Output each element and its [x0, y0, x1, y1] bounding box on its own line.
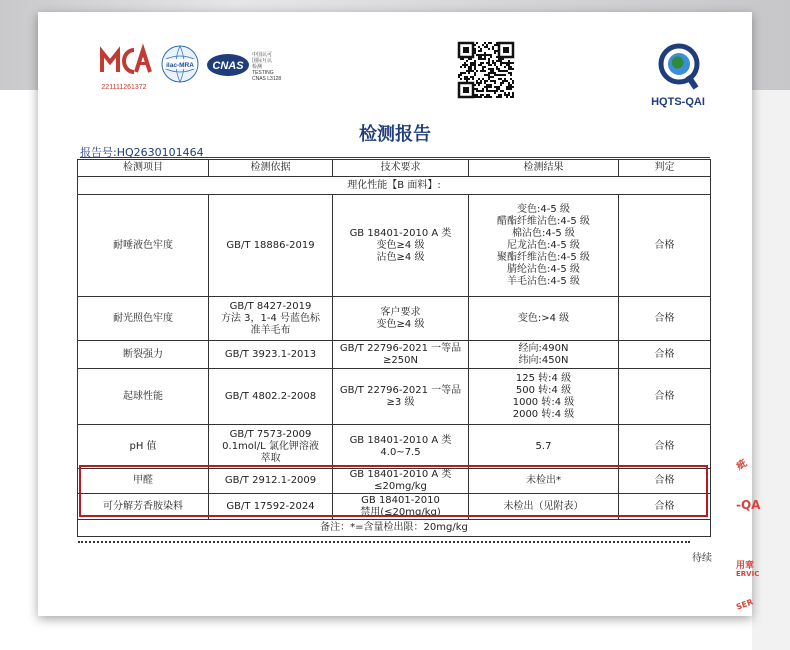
report-number: 报告号:HQ2630101464	[80, 146, 204, 159]
basis-cell-line: GB/T 17592-2024	[226, 500, 315, 512]
table-row	[78, 369, 711, 425]
basis-cell	[209, 369, 333, 425]
requirement-cell-line: 客户要求	[380, 306, 421, 318]
cnas-text	[252, 52, 281, 82]
divider	[80, 157, 710, 158]
header-cell: 技术要求	[333, 160, 469, 177]
cma-number: 221111261372	[101, 84, 147, 91]
result-cell-line: 5.7	[535, 440, 552, 452]
basis-cell-line: 萃取	[260, 452, 281, 464]
basis-cell	[209, 195, 333, 297]
requirement-cell-line: GB 18401-2010 A 类	[349, 469, 452, 480]
table-row	[78, 341, 711, 369]
cnas-line: 国际互认	[252, 58, 273, 64]
basis-cell-line: 0.1mol/L 氯化钾溶液	[222, 440, 319, 452]
item-cell: pH 值	[78, 425, 209, 469]
result-cell	[469, 425, 619, 469]
basis-cell-line: GB/T 2912.1-2009	[224, 475, 317, 486]
result-cell-line: 125 转:4 级	[515, 372, 572, 384]
basis-cell-line: GB/T 18886-2019	[226, 239, 315, 251]
result-cell	[469, 341, 619, 369]
item-cell: 断裂强力	[78, 341, 209, 369]
stamp-fragment: ERVIC	[736, 570, 760, 578]
header-cell: 检测依据	[209, 160, 333, 177]
ilac-label: ilac-MRA	[166, 62, 194, 69]
requirement-cell-line: GB 18401-2010 A 类	[349, 434, 452, 446]
hqts-label: HQTS-QAI	[651, 96, 705, 108]
basis-cell-line: 准羊毛布	[250, 324, 291, 336]
requirement-cell	[333, 369, 469, 425]
result-cell-line: 聚酯纤维沾色:4-5 级	[497, 251, 590, 263]
requirement-cell-line: 沾色≥4 级	[376, 251, 425, 263]
result-cell-line: 变色:4-5 级	[517, 203, 570, 215]
stamp-fragment: SER	[734, 597, 755, 612]
cnas-line: TESTING	[252, 70, 274, 76]
requirement-cell	[333, 341, 469, 369]
verdict-cell: 合格	[619, 341, 711, 369]
requirement-cell-line: GB 18401-2010	[361, 494, 440, 506]
basis-cell	[209, 341, 333, 369]
verdict-cell: 合格	[619, 469, 711, 494]
item-cell: 起球性能	[78, 369, 209, 425]
requirement-cell-line: ≥3 级	[386, 396, 415, 408]
cnas-label: CNAS	[212, 60, 244, 72]
table-header-row	[78, 160, 711, 177]
footnote: 备注：*=含量检出限：20mg/kg	[78, 520, 711, 537]
continue-label: 待续	[692, 553, 712, 564]
verdict-cell: 合格	[619, 195, 711, 297]
table-row	[78, 425, 711, 469]
header-cell: 检测项目	[78, 160, 209, 177]
requirement-cell-line: ≥250N	[383, 354, 418, 366]
result-cell	[469, 297, 619, 341]
basis-cell	[209, 425, 333, 469]
result-cell-line: 未检出（见附表）	[503, 500, 584, 512]
cnas-line: 中国认可	[252, 52, 273, 58]
cnas-logo	[206, 52, 286, 88]
background-right	[752, 90, 790, 650]
result-cell-line: 羊毛沾色:4-5 级	[507, 275, 580, 287]
report-title: 检测报告	[359, 124, 431, 145]
requirement-cell-line: ≤20mg/kg	[374, 481, 427, 492]
result-cell-line: 棉沾色:4-5 级	[512, 227, 575, 239]
result-cell-line: 未检出*	[526, 475, 561, 486]
result-cell-line: 变色:>4 级	[517, 312, 570, 324]
stamp-fragment: 疵	[734, 457, 750, 473]
result-cell-line: 2000 转:4 级	[512, 408, 575, 420]
result-cell-line: 500 转:4 级	[515, 384, 572, 396]
requirement-cell	[333, 195, 469, 297]
result-cell-line: 腈纶沾色:4-5 级	[507, 263, 580, 275]
hqts-logo	[638, 42, 718, 112]
ilac-mra-logo	[160, 44, 200, 84]
verdict-cell: 合格	[619, 369, 711, 425]
verdict-cell: 合格	[619, 297, 711, 341]
result-cell	[469, 195, 619, 297]
result-cell-line: 醋酯纤维沾色:4-5 级	[497, 215, 590, 227]
requirement-cell-line: 变色≥4 级	[376, 239, 425, 251]
cnas-line: 检测	[252, 64, 263, 70]
requirement-cell-line: GB 18401-2010 A 类	[349, 227, 452, 239]
requirement-cell-line: 禁用(≤20mg/kg)	[360, 506, 441, 518]
requirement-cell-line: GB/T 22796-2021 一等品	[339, 342, 462, 354]
result-cell	[469, 369, 619, 425]
cnas-line: CNAS L3128	[252, 76, 282, 82]
result-cell-line: 1000 转:4 级	[512, 396, 575, 408]
requirement-cell-line: 变色≥4 级	[376, 318, 425, 330]
item-cell: 耐光照色牢度	[78, 297, 209, 341]
basis-cell	[209, 297, 333, 341]
basis-cell-line: GB/T 4802.2-2008	[224, 390, 317, 402]
qr-code	[458, 42, 514, 98]
result-cell-line: 纬向:450N	[518, 354, 569, 366]
result-cell-line: 尼龙沾色:4-5 级	[507, 239, 580, 251]
item-cell: 可分解芳香胺染料	[78, 494, 209, 520]
table-row	[78, 195, 711, 297]
note-row	[78, 520, 711, 537]
item-cell: 甲醛	[78, 469, 209, 494]
basis-cell-line: GB/T 8427-2019	[229, 300, 312, 312]
section-row	[78, 177, 711, 195]
hqts-globe-icon	[658, 42, 700, 94]
verdict-cell: 合格	[619, 494, 711, 520]
verdict-cell: 合格	[619, 425, 711, 469]
cnas-icon	[206, 52, 250, 78]
requirement-cell-line: 4.0~7.5	[380, 446, 421, 458]
table-row	[78, 297, 711, 341]
result-cell-line: 经向:490N	[518, 342, 569, 354]
cma-logo	[96, 42, 152, 94]
header-cell: 检测结果	[469, 160, 619, 177]
red-stamp	[734, 430, 761, 630]
stamp-fragment: 用章	[736, 561, 755, 571]
requirement-cell	[333, 297, 469, 341]
section-label: 理化性能【B 面料】:	[78, 177, 711, 195]
basis-cell-line: GB/T 7573-2009	[229, 428, 312, 440]
header-cell: 判定	[619, 160, 711, 177]
item-cell: 耐唾液色牢度	[78, 195, 209, 297]
requirement-cell-line: GB/T 22796-2021 一等品	[339, 384, 462, 396]
dotted-separator	[78, 541, 690, 543]
cma-icon	[96, 42, 152, 78]
stamp-fragment: -QA	[736, 498, 761, 512]
basis-cell-line: GB/T 3923.1-2013	[224, 348, 317, 360]
highlight-box	[79, 465, 708, 517]
basis-cell-line: 方法 3，1-4 号蓝色标	[220, 312, 321, 324]
requirement-cell	[333, 425, 469, 469]
